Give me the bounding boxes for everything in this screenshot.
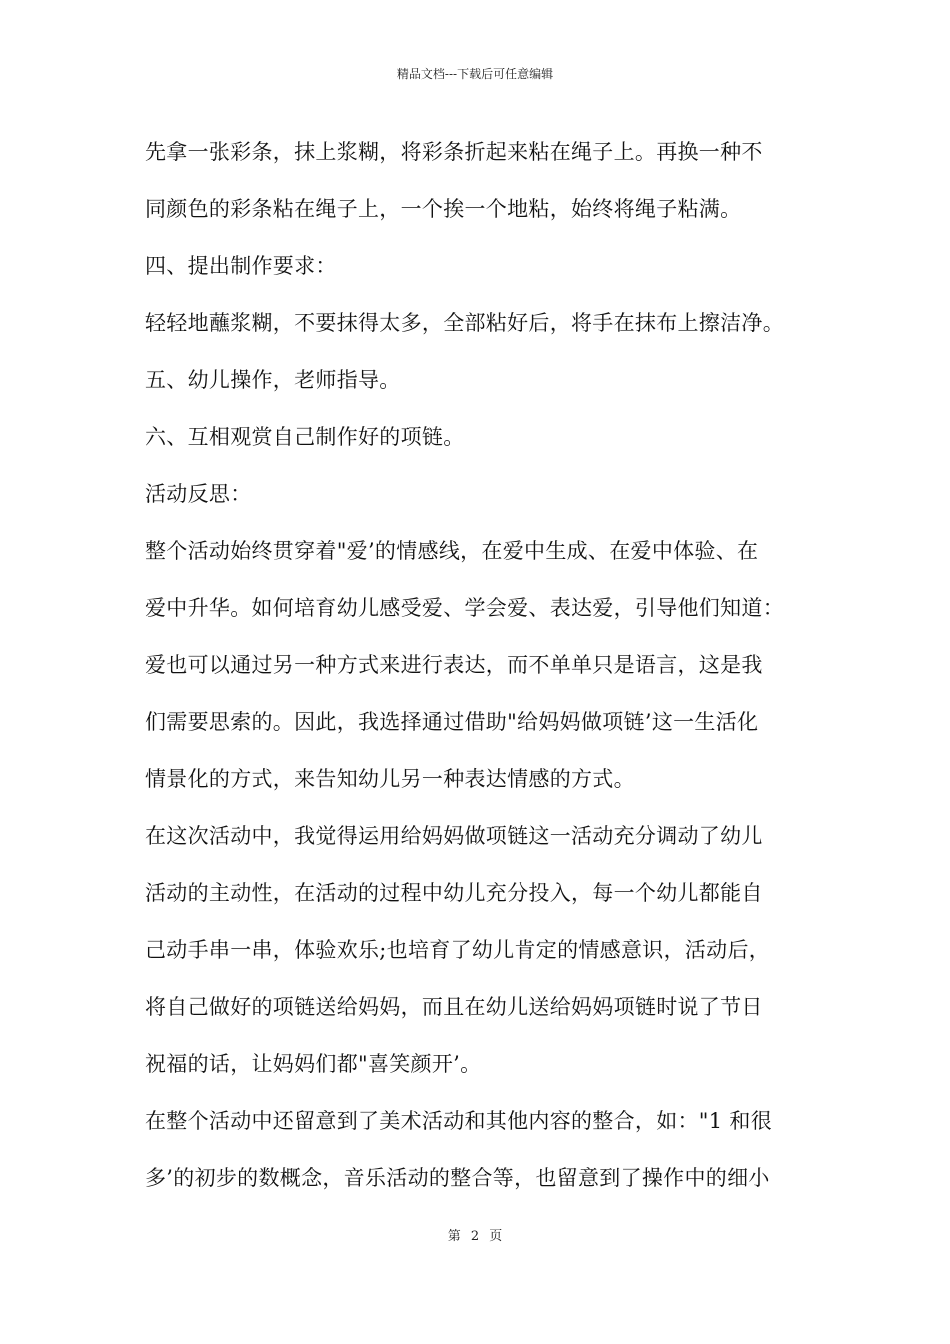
section-heading: 五、幼儿操作，老师指导。 <box>145 368 401 392</box>
document-body <box>145 133 825 1216</box>
page-number: 2 <box>470 1229 480 1244</box>
text-line: 多’的初步的数概念，音乐活动的整合等，也留意到了操作中的细小 <box>145 1166 770 1190</box>
text-line: 整个活动始终贯穿着"爱’的情感线，在爱中生成、在爱中体验、在 <box>145 539 759 563</box>
text-line: 活动的主动性，在活动的过程中幼儿充分投入，每一个幼儿都能自 <box>145 881 763 905</box>
text-line: 先拿一张彩条，抹上浆糊，将彩条折起来粘在绳子上。再换一种不 <box>145 140 763 164</box>
text-line: 祝福的话，让妈妈们都"喜笑颜开’。 <box>145 1052 482 1076</box>
page-label-suffix: 页 <box>489 1229 503 1244</box>
text-line: 轻轻地蘸浆糊，不要抹得太多，全部粘好后，将手在抹布上擦洁净。 <box>145 311 784 335</box>
page-footer <box>0 1228 950 1246</box>
text-line: 爱也可以通过另一种方式来进行表达，而不单单只是语言，这是我 <box>145 653 763 677</box>
text-line: 同颜色的彩条粘在绳子上，一个挨一个地粘，始终将绳子粘满。 <box>145 197 742 221</box>
text-line: 将自己做好的项链送给妈妈，而且在幼儿送给妈妈项链时说了节日 <box>145 995 763 1019</box>
section-heading: 六、互相观赏自己制作好的项链。 <box>145 425 465 449</box>
text-line: 己动手串一串，体验欢乐;也培育了幼儿肯定的情感意识，活动后， <box>145 938 771 962</box>
section-heading: 四、提出制作要求： <box>145 254 337 278</box>
text-line: 们需要思索的。因此，我选择通过借助"给妈妈做项链’这一生活化 <box>145 710 759 734</box>
text-line: 在整个活动中还留意到了美术活动和其他内容的整合，如："1 和很 <box>145 1109 772 1133</box>
page-header: 精品文档---下载后可任意编辑 <box>396 67 554 81</box>
text-line: 爱中升华。如何培育幼儿感受爱、学会爱、表达爱，引导他们知道： <box>145 596 784 620</box>
text-line: 在这次活动中，我觉得运用给妈妈做项链这一活动充分调动了幼儿 <box>145 824 763 848</box>
section-heading: 活动反思： <box>145 482 252 506</box>
text-line: 情景化的方式，来告知幼儿另一种表达情感的方式。 <box>145 767 635 791</box>
page-label-prefix: 第 <box>447 1229 461 1244</box>
